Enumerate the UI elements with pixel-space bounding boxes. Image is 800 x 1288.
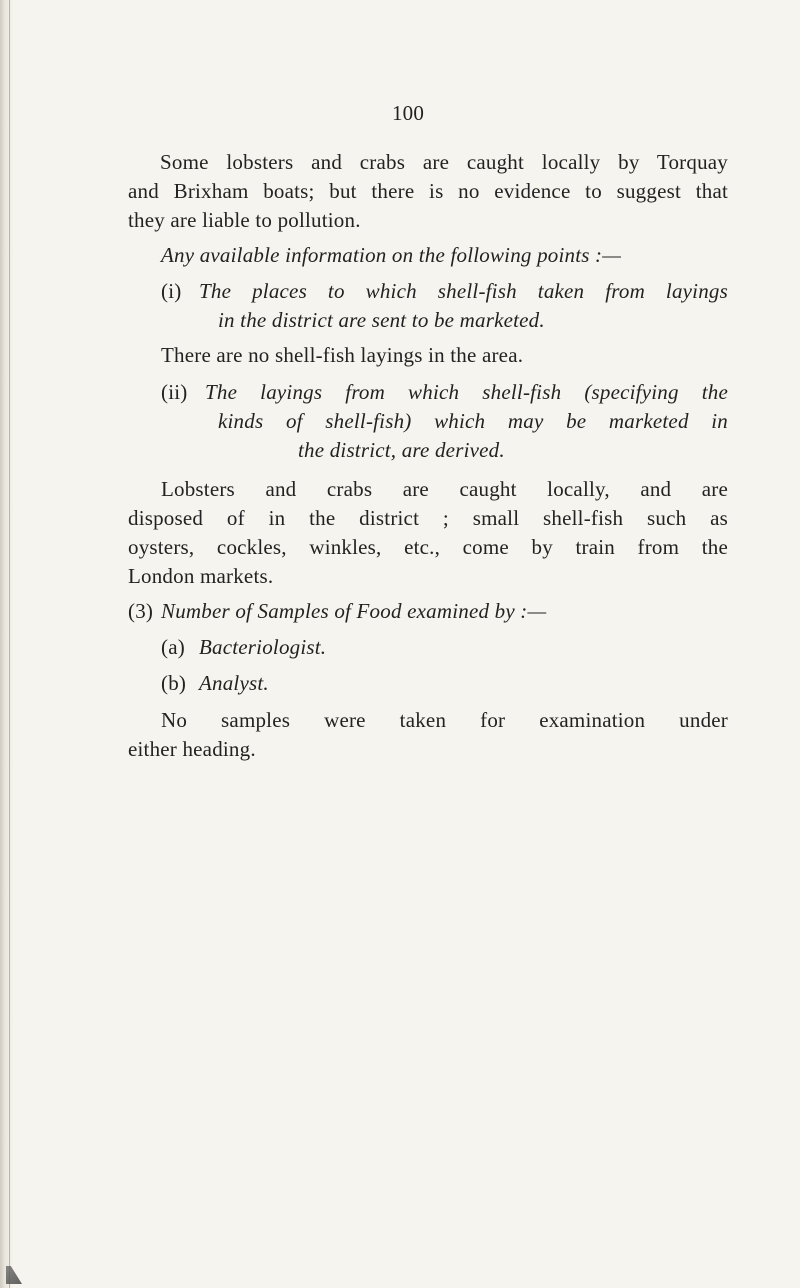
item-b-label: Analyst. [199,671,269,695]
item-ii-marker: (ii) [161,380,188,404]
item-ii-line-2: kinds of shell-fish) which may be marketed in [218,409,728,433]
item-ii-answer-line-3: oysters, cockles, winkles, etc., come by train from the [128,535,728,559]
item-a-marker: (a) [161,635,185,659]
page-corner-mark [6,1266,22,1284]
item-ii-answer-line-1: Lobsters and crabs are caught locally, and are [161,477,728,501]
item-ii-line-3: the district, are derived. [298,438,505,462]
item-i-line-1: The places to which shell-fish taken from layings [199,279,728,303]
item-ii-line-1: The layings from which shell-fish (specifying the [205,380,728,404]
section-3-marker: (3) [128,599,154,623]
item-ii-answer-line-2: disposed of in the district ; small shell-fish such as [128,506,728,530]
page-fold-line [9,0,10,1288]
item-ii-answer-line-4: London markets. [128,564,274,588]
intro-line-1: Some lobsters and crabs are caught locally by Torquay [160,150,728,174]
section-3-answer-line-1: No samples were taken for examination under [161,708,728,732]
page-binding-edge [0,0,14,1288]
item-i-answer: There are no shell-fish layings in the area. [161,343,524,367]
page-number: 100 [391,101,425,125]
section-3-answer-line-2: either heading. [128,737,256,761]
item-b-marker: (b) [161,671,187,695]
intro-line-3: they are liable to pollution. [128,208,361,232]
intro-line-2: and Brixham boats; but there is no evidence to suggest that [128,179,728,203]
item-i-marker: (i) [161,279,182,303]
item-a-label: Bacteriologist. [199,635,327,659]
item-i-line-2: in the district are sent to be marketed. [218,308,545,332]
section-3-heading: Number of Samples of Food examined by :— [161,599,547,623]
info-heading: Any available information on the following points :— [161,243,622,267]
